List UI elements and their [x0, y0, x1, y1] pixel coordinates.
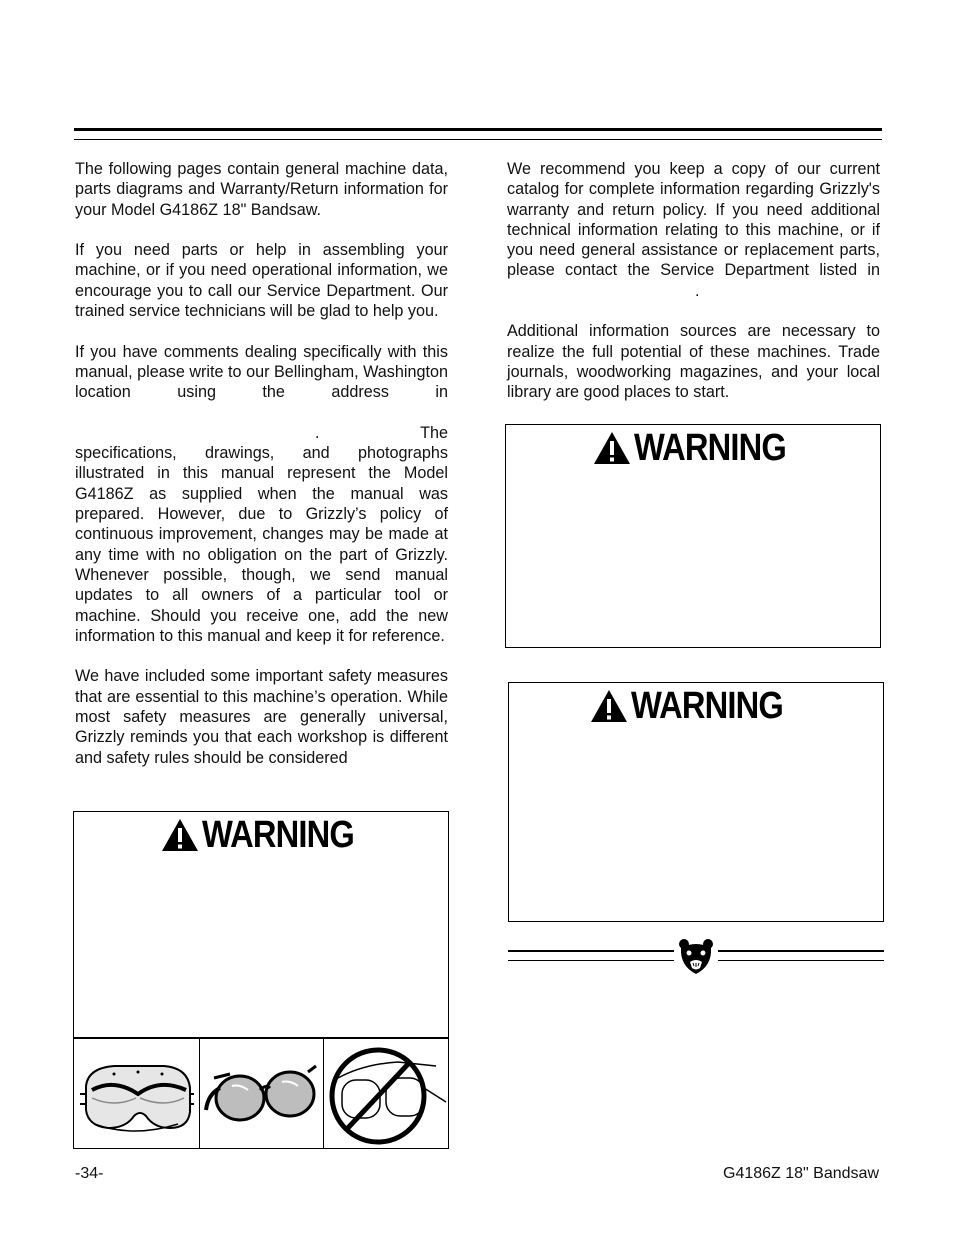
exclamation-triangle-icon	[160, 817, 200, 853]
paragraph-catalog-end: .	[695, 281, 700, 300]
warning-header	[160, 816, 379, 854]
paragraph-intro: The following pages contain general machine data, parts diagrams and Warranty/Return information for your Model G4186Z 18" Bandsaw.	[75, 160, 448, 219]
right-column	[507, 159, 880, 423]
warning-title: WARNING	[631, 685, 783, 727]
header-rule-thick	[74, 128, 882, 131]
separator-line	[718, 960, 884, 961]
grizzly-bear-icon	[678, 936, 714, 976]
separator-line	[508, 950, 674, 952]
warning-box-3	[508, 682, 884, 922]
paragraph-comments-part1: If you have comments dealing specifically with this manual, please write to our Bellingham, Washington location using the address in	[75, 342, 448, 402]
eyewear-cell-prohibited	[323, 1038, 447, 1148]
paragraph-safety-text: We have included some important safety measures that are essential to this machine’s operation. While most safety measures are generally universal, Grizzly reminds you that each workshop is different and safety rules should be considered	[75, 667, 448, 767]
left-column	[75, 159, 448, 788]
warning-box-eyewear	[73, 811, 449, 1149]
paragraph-comments	[75, 342, 448, 646]
eyewear-cell-goggles	[74, 1038, 198, 1148]
paragraph-safety	[75, 666, 448, 767]
header-rule-thin	[74, 139, 882, 140]
separator-line	[718, 950, 884, 952]
warning-header	[589, 687, 808, 725]
warning-title: WARNING	[634, 427, 786, 469]
section-end-separator	[508, 944, 884, 984]
eyewear-cell-glasses	[199, 1038, 323, 1148]
paragraph-catalog-text: We recommend you keep a copy of our current catalog for complete information regarding Grizzly's warranty and return policy. If you need additional technical information relating to this machine, or if you need general assistance or replacement parts, please contact the Service Department listed in	[507, 160, 880, 280]
paragraph-sources: Additional information sources are necessary to realize the full potential of these machines. Trade journals, woodworking magazines, and your local library are good places to start.	[507, 322, 880, 402]
paragraph-help: If you need parts or help in assembling your machine, or if you need operational information, we encourage you to call our Service Department. Our trained service technicians will be glad to help you.	[75, 241, 448, 321]
prohibited-glasses-icon	[324, 1038, 447, 1148]
warning-header	[592, 429, 811, 467]
safety-goggles-icon	[74, 1038, 198, 1148]
warning-title: WARNING	[202, 814, 354, 856]
page-number: -34-	[75, 1165, 104, 1182]
exclamation-triangle-icon	[589, 688, 629, 724]
warning-box-2	[505, 424, 881, 648]
safety-glasses-icon	[200, 1038, 323, 1148]
paragraph-catalog	[507, 159, 880, 301]
exclamation-triangle-icon	[592, 430, 632, 466]
paragraph-comments-part2: . The specifications, drawings, and photographs illustrated in this manual represent the Model G4186Z as supplied when the manual was prepared. However, due to Grizzly’s policy of continuous improvement, changes may be made at any time with no obligation on the part of Grizzly. Whenever possible, though, we send manual updates to all owners of a particular tool or machine. Should you receive one, add the new information to this manual and keep it for reference.	[75, 423, 448, 645]
footer-model: G4186Z 18" Bandsaw	[723, 1165, 879, 1182]
separator-line	[508, 960, 674, 961]
